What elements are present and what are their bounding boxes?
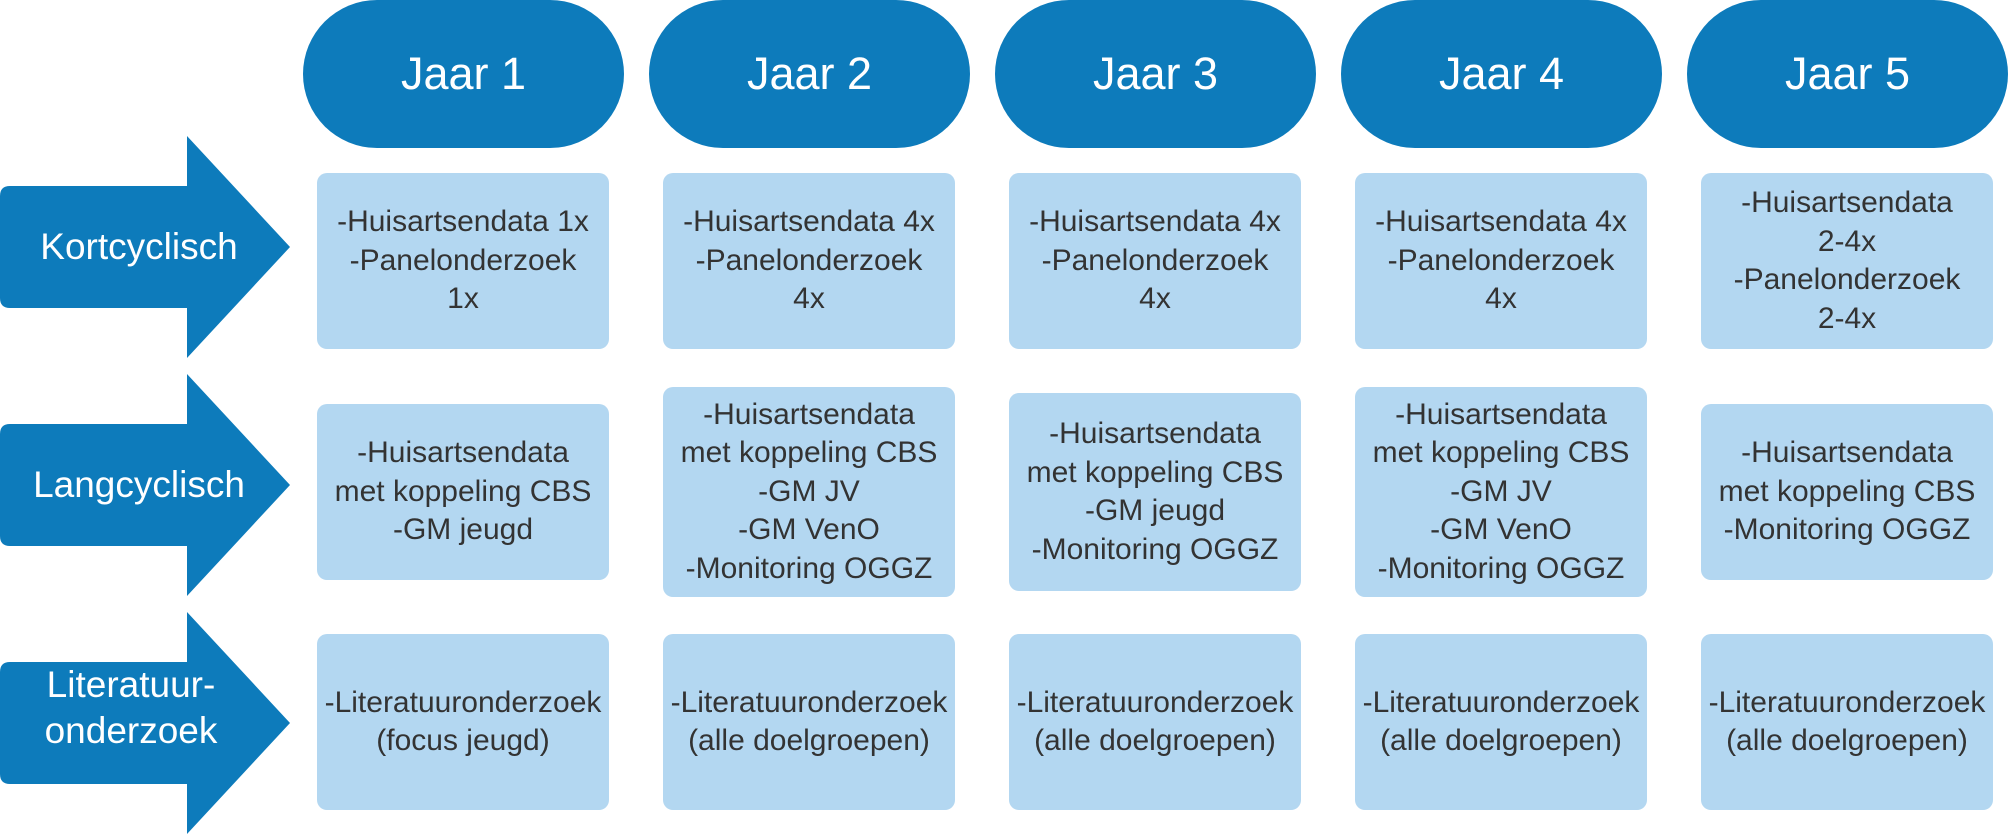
year-header-3 <box>995 0 1316 148</box>
year-header-label: Jaar 3 <box>1092 48 1219 99</box>
cell-kortcyclisch-jaar-2: -Huisartsendata 4x -Panelonderzoek 4x <box>663 173 955 349</box>
cell-langcyclisch-jaar-5: -Huisartsendata met koppeling CBS -Monitoring OGGZ <box>1701 404 1993 580</box>
cell-langcyclisch-jaar-2: -Huisartsendata met koppeling CBS -GM JV -GM VenO -Monitoring OGGZ <box>663 387 955 597</box>
cell-langcyclisch-jaar-1: -Huisartsendata met koppeling CBS -GM jeugd <box>317 404 609 580</box>
cell-kortcyclisch-jaar-3: -Huisartsendata 4x -Panelonderzoek 4x <box>1009 173 1301 349</box>
year-header-label: Jaar 5 <box>1784 48 1911 99</box>
cell-langcyclisch-jaar-4: -Huisartsendata met koppeling CBS -GM JV -GM VenO -Monitoring OGGZ <box>1355 387 1647 597</box>
cell-literatuuronderzoek-jaar-4: -Literatuuronderzoek (alle doelgroepen) <box>1355 634 1647 810</box>
cell-literatuuronderzoek-jaar-3: -Literatuuronderzoek (alle doelgroepen) <box>1009 634 1301 810</box>
cell-kortcyclisch-jaar-4: -Huisartsendata 4x -Panelonderzoek 4x <box>1355 173 1647 349</box>
cell-literatuuronderzoek-jaar-5: -Literatuuronderzoek (alle doelgroepen) <box>1701 634 1993 810</box>
cell-kortcyclisch-jaar-1: -Huisartsendata 1x -Panelonderzoek 1x <box>317 173 609 349</box>
row-label: Kortcyclisch <box>40 226 238 267</box>
row-arrow-kortcyclisch <box>0 134 292 360</box>
row-label: Langcyclisch <box>33 464 245 505</box>
cell-literatuuronderzoek-jaar-1: -Literatuuronderzoek (focus jeugd) <box>317 634 609 810</box>
year-header-2 <box>649 0 970 148</box>
row-label: Literatuur- onderzoek <box>44 664 218 751</box>
cell-literatuuronderzoek-jaar-2: -Literatuuronderzoek (alle doelgroepen) <box>663 634 955 810</box>
cell-kortcyclisch-jaar-5: -Huisartsendata 2-4x -Panelonderzoek 2-4x <box>1701 173 1993 349</box>
year-header-4 <box>1341 0 1662 148</box>
row-arrow-literatuuronderzoek <box>0 610 292 836</box>
year-header-label: Jaar 2 <box>746 48 873 99</box>
year-header-label: Jaar 1 <box>400 48 527 99</box>
year-header-label: Jaar 4 <box>1438 48 1565 99</box>
row-arrow-langcyclisch <box>0 372 292 598</box>
year-header-5 <box>1687 0 2008 148</box>
year-header-1 <box>303 0 624 148</box>
cell-langcyclisch-jaar-3: -Huisartsendata met koppeling CBS -GM jeugd -Monitoring OGGZ <box>1009 393 1301 591</box>
